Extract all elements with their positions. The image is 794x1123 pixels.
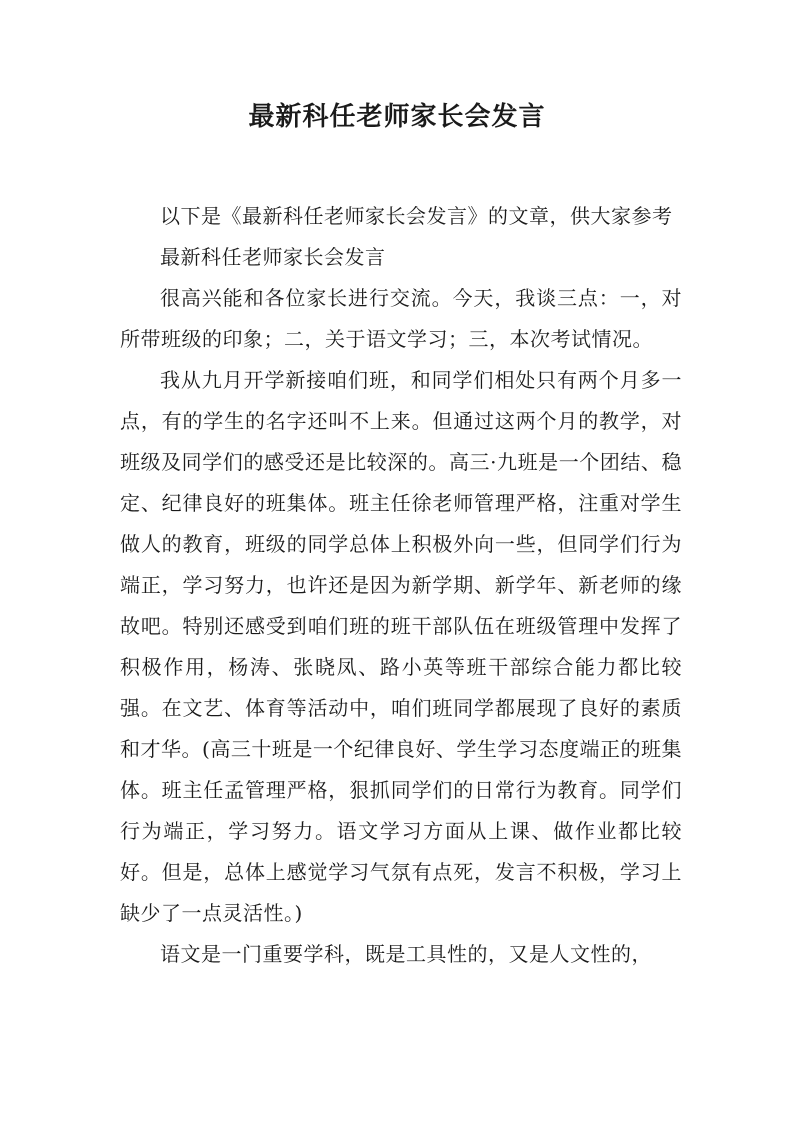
paragraph-chinese-subject: 语文是一门重要学科，既是工具性的，又是人文性的， — [160, 942, 652, 966]
paragraph-intro: 以下是《最新科任老师家长会发言》的文章，供大家参考 — [160, 204, 673, 228]
paragraph-class-impression: 我从九月开学新接咱们班，和同学们相处只有两个月多一点，有的学生的名字还叫不上来。但通过这两个月的教学，对班级及同学们的感受还是比较深的。高三·九班是一个团结、稳定、纪律良好的班集体。班主任徐老师管理严格，注重对学生做人的教育，班级的同学总体上积极外向一些，但同学们行为端正，学习努力，也许还是因为新学期、新学年、新老师的缘故吧。特别还感受到咱们班的班干部队伍在班级管理中发挥了积极作用，杨涛、张晓凤、路小英等班干部综合能力都比较强。在文艺、体育等活动中，咱们班同学都展现了良好的素质和才华。(高三十班是一个纪律良好、学生学习态度端正的班集体。班主任孟管理严格，狠抓同学们的日常行为教育。同学们行为端正，学习努力。语文学习方面从上课、做作业都比较好。但是，总体上感觉学习气氛有点死，发言不积极，学习上缺少了一点灵活性。) — [120, 368, 682, 925]
document-title: 最新科任老师家长会发言 — [248, 102, 546, 132]
paragraph-greeting: 很高兴能和各位家长进行交流。今天，我谈三点：一，对所带班级的印象；二，关于语文学习；三，本次考试情况。 — [120, 286, 682, 351]
document-body — [120, 196, 682, 975]
paragraph-heading: 最新科任老师家长会发言 — [160, 245, 386, 269]
